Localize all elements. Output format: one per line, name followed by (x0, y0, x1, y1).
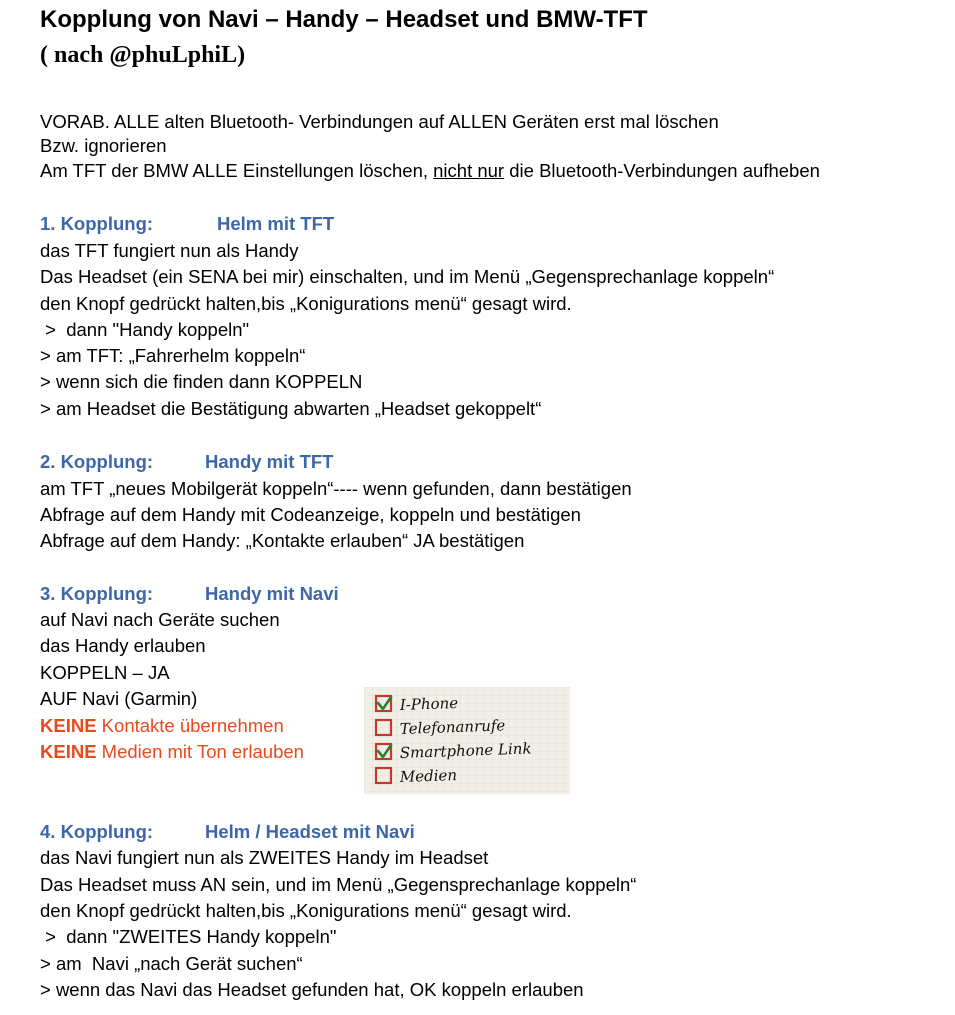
intro-line-2: Bzw. ignorieren (40, 135, 167, 156)
section-1-line: den Knopf gedrückt halten,bis „Konigurations menü“ gesagt wird. (40, 293, 572, 314)
section-3-heading (40, 582, 339, 606)
section-label: 4. Kopplung: (40, 821, 154, 842)
section-1-line: > wenn sich die finden dann KOPPELN (40, 371, 363, 392)
section-3-line: das Handy erlauben (40, 635, 206, 656)
section-label: 3. Kopplung: (40, 583, 154, 604)
section-1-heading (40, 212, 335, 236)
intro-line-3-underline: nicht nur (433, 160, 505, 181)
section-4-line: Das Headset muss AN sein, und im Menü „Gegensprechanlage koppeln“ (40, 874, 637, 895)
warning-line (40, 740, 304, 764)
intro-line-1: VORAB. ALLE alten Bluetooth- Verbindungen auf ALLEN Geräten erst mal löschen (40, 111, 719, 132)
section-1-line: > dann "Handy koppeln" (40, 319, 250, 340)
section-4-line: > am Navi „nach Gerät suchen“ (40, 953, 303, 974)
section-2-line: am TFT „neues Mobilgerät koppeln“---- wenn gefunden, dann bestätigen (40, 478, 632, 499)
page-title: Kopplung von Navi – Handy – Headset und BMW-TFT (40, 6, 648, 33)
warning-text: Kontakte übernehmen (96, 715, 284, 736)
warning-keyword: KEINE (40, 741, 97, 762)
section-title: Handy mit Navi (205, 583, 339, 604)
warning-text: Medien mit Ton erlauben (96, 741, 304, 762)
section-3-line: AUF Navi (Garmin) (40, 688, 198, 709)
checklist-label: I-Phone (399, 693, 459, 714)
section-title: Helm / Headset mit Navi (205, 821, 415, 842)
intro-line-3-post: die Bluetooth-Verbindungen aufheben (504, 160, 820, 181)
intro-line-3-pre: Am TFT der BMW ALLE Einstellungen löschen, (40, 160, 434, 181)
section-1-line: das TFT fungiert nun als Handy (40, 240, 299, 261)
section-4-heading (40, 820, 415, 844)
checklist-label: Telefonanrufe (399, 716, 506, 738)
section-3-line: KOPPELN – JA (40, 662, 170, 683)
section-1-line: Das Headset (ein SENA bei mir) einschalten, und im Menü „Gegensprechanlage koppeln“ (40, 266, 775, 287)
paper-grid (364, 687, 570, 794)
section-2-heading (40, 450, 334, 474)
warning-line (40, 714, 284, 738)
section-4-line: den Knopf gedrückt halten,bis „Konigurations menü“ gesagt wird. (40, 900, 572, 921)
section-label: 2. Kopplung: (40, 451, 154, 472)
intro-line-3 (40, 159, 820, 183)
handwritten-checklist-image (364, 687, 570, 794)
section-title: Helm mit TFT (217, 213, 335, 234)
section-1-line: > am Headset die Bestätigung abwarten „Headset gekoppelt“ (40, 398, 542, 419)
checklist-label: Smartphone Link (399, 739, 532, 762)
section-label: 1. Kopplung: (40, 213, 154, 234)
section-4-line: das Navi fungiert nun als ZWEITES Handy im Headset (40, 847, 489, 868)
section-3-line: auf Navi nach Geräte suchen (40, 609, 280, 630)
section-2-line: Abfrage auf dem Handy mit Codeanzeige, koppeln und bestätigen (40, 504, 581, 525)
checklist-label: Medien (399, 766, 458, 786)
section-4-line: > wenn das Navi das Headset gefunden hat, OK koppeln erlauben (40, 979, 584, 1000)
section-2-line: Abfrage auf dem Handy: „Kontakte erlauben“ JA bestätigen (40, 530, 525, 551)
section-1-line: > am TFT: „Fahrerhelm koppeln“ (40, 345, 306, 366)
section-4-line: > dann "ZWEITES Handy koppeln" (40, 926, 337, 947)
page-subtitle: ( nach @phuLphiL) (40, 42, 246, 68)
section-title: Handy mit TFT (205, 451, 334, 472)
warning-keyword: KEINE (40, 715, 97, 736)
